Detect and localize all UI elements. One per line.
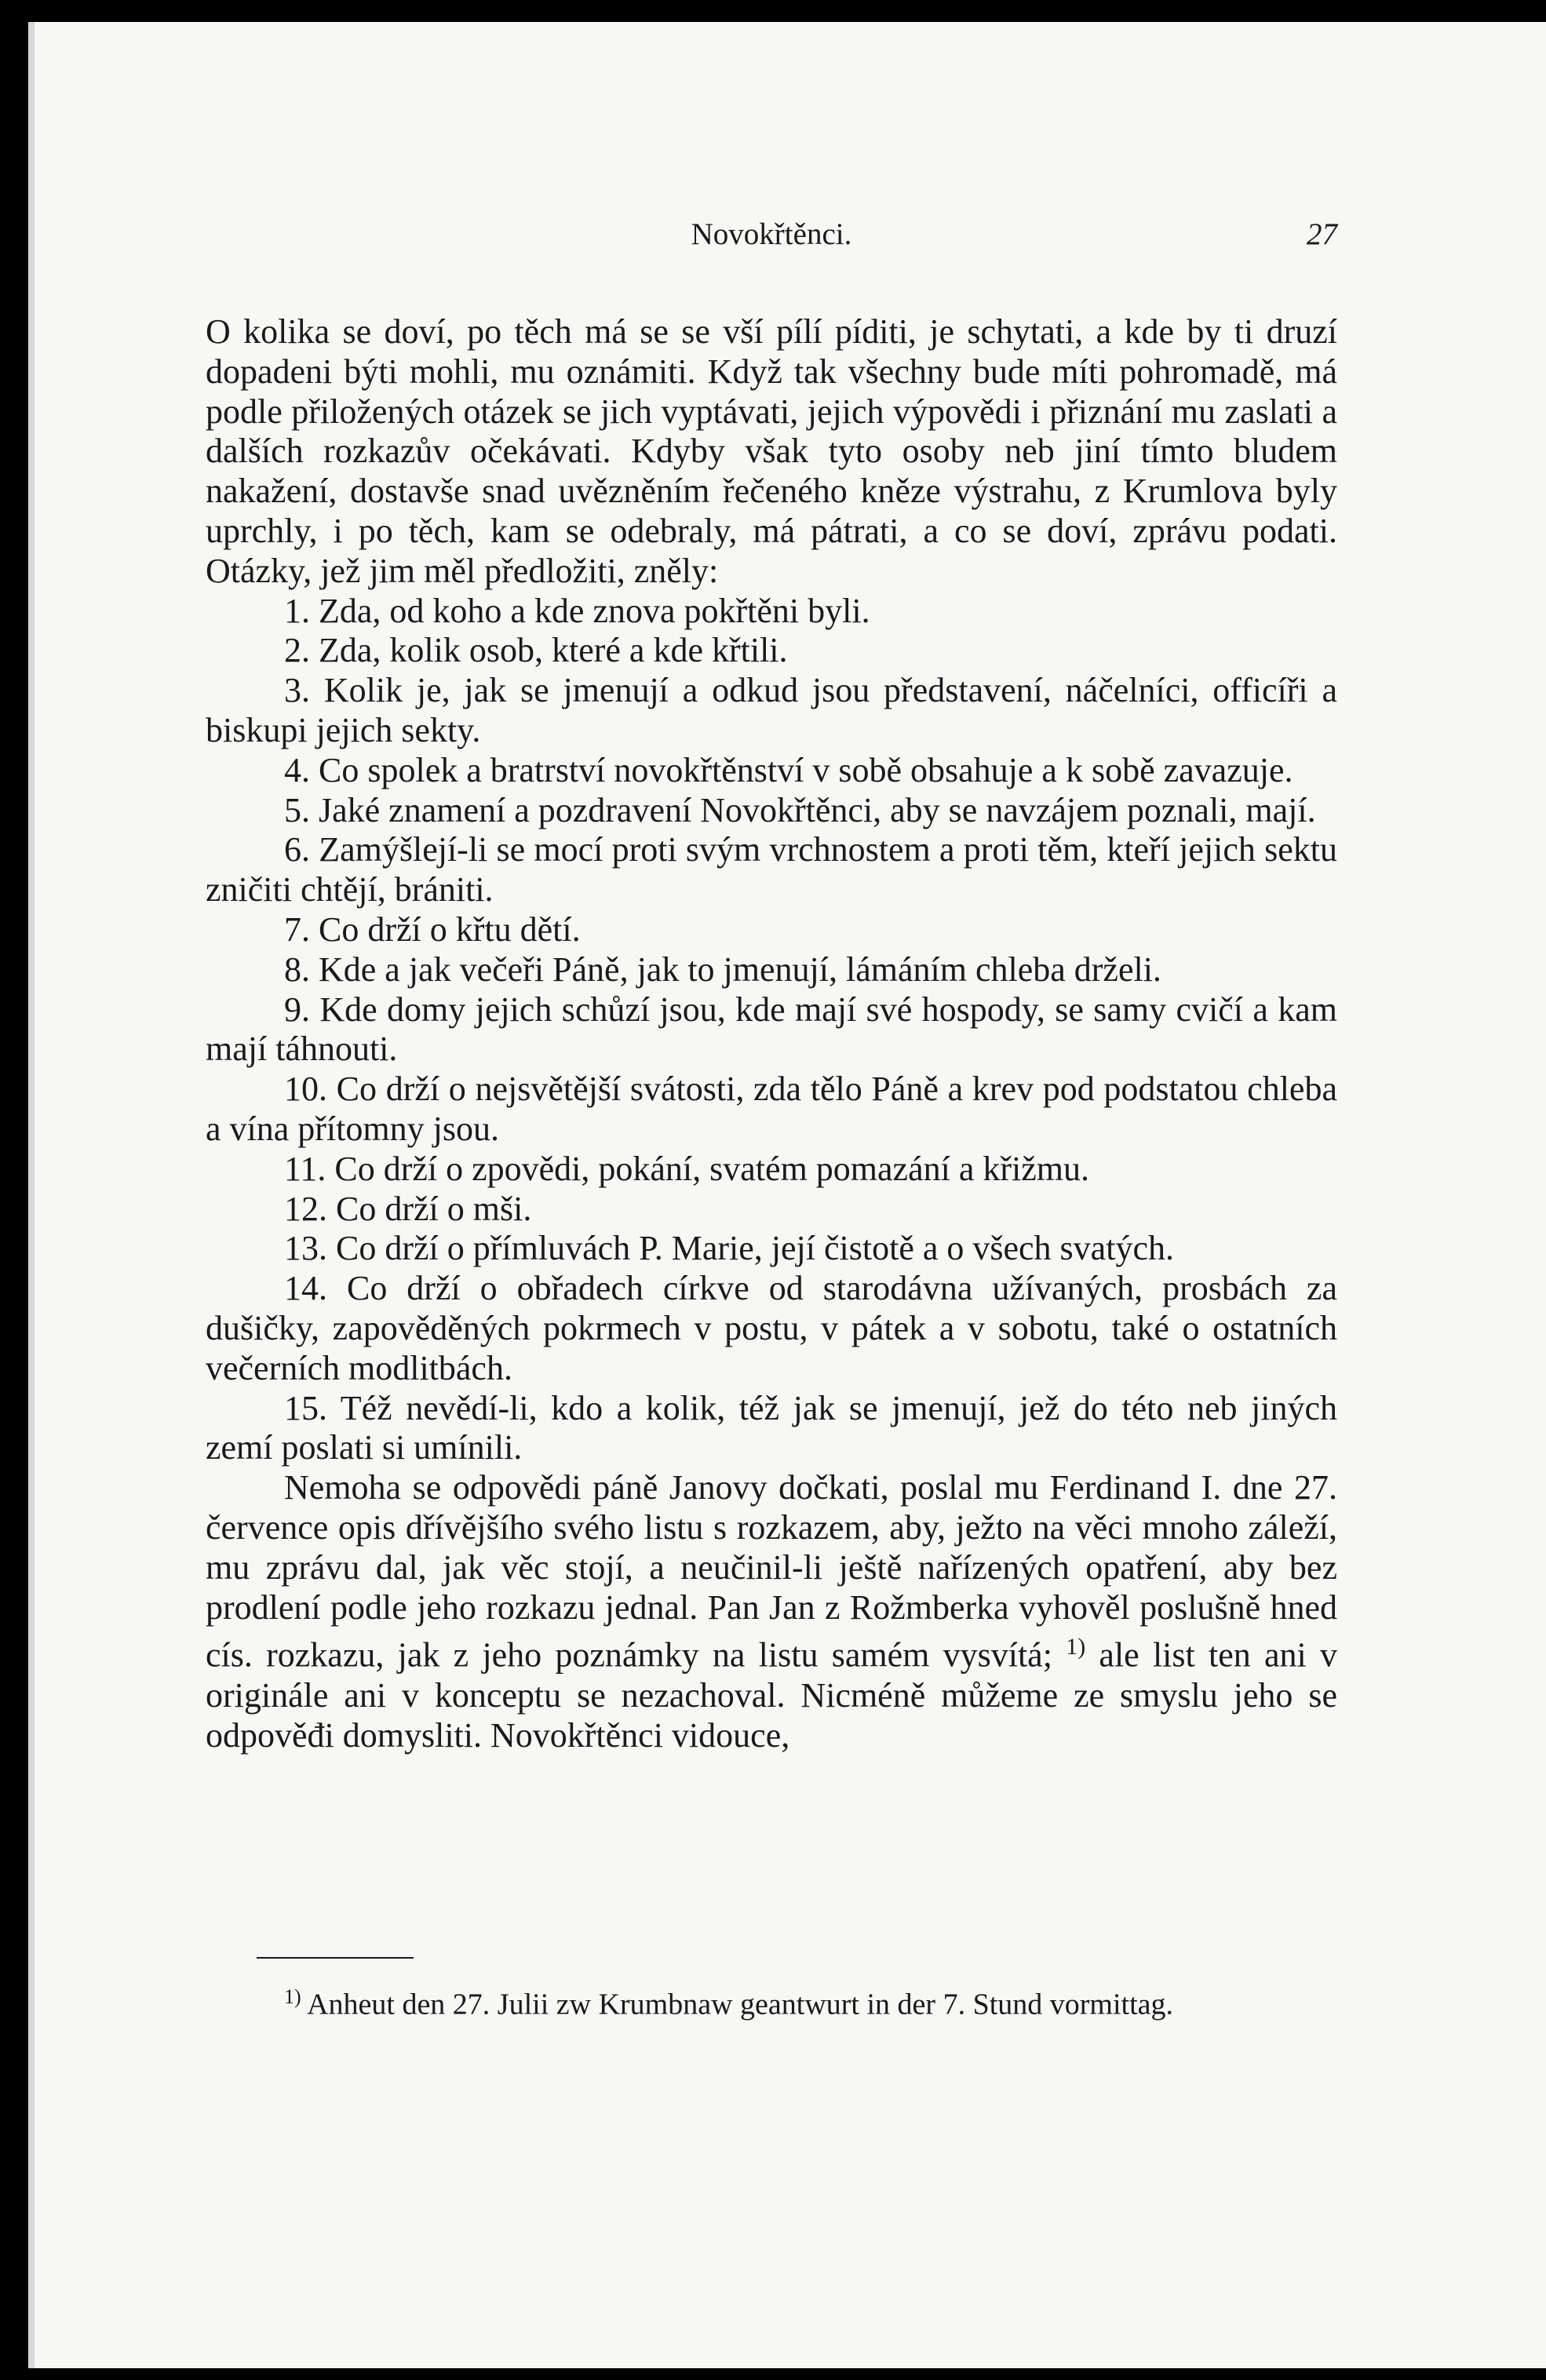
page-number: 27 (1307, 217, 1337, 251)
question-5: 5. Jaké znamení a pozdravení Novokřtěnci, aby se navzájem poznali, mají. (284, 790, 1316, 829)
question-2: 2. Zda, kolik osob, které a kde křtili. (284, 631, 788, 670)
question-3: 3. Kolik je, jak se jmenují a odkud jsou představení, náčelníci, officíři a biskupi jejich sekty. (206, 671, 1337, 749)
footnote (206, 1979, 1337, 2023)
question-10: 10. Co drží o nejsvětější svátosti, zda tělo Páně a krev pod podstatou chleba a vína přítomny jsou. (206, 1070, 1337, 1148)
footnote-rule (257, 1957, 414, 1959)
footnote-text: Anheut den 27. Julii zw Krumbnaw geantwurt in der 7. Stund vormittag. (301, 1988, 1174, 2021)
footnote-marker: 1) (284, 1985, 301, 2008)
question-14: 14. Co drží o obřadech církve od starodávna užívaných, prosbách za dušičky, zapověděných pokrmech v postu, v pátek a v sobotu, také o ostatních večerních modlitbách. (206, 1269, 1337, 1387)
question-11: 11. Co drží o zpovědi, pokání, svatém pomazání a křižmu. (284, 1149, 1089, 1188)
book-page (28, 22, 1546, 2368)
paragraph-closing (206, 1468, 1337, 1755)
paragraph-closing-tail: ale list ten ani v originále ani v konceptu se nezachoval. Nicméně můžeme ze smyslu jeho se odpověđi domysliti. Novokřtěnci vidouce, (206, 1635, 1337, 1755)
question-13: 13. Co drží o přímluvách P. Marie, její čistotě a o všech svatých. (284, 1229, 1174, 1268)
paragraph-closing-head: Nemoha se odpovědi páně Janovy dočkati, poslal mu Ferdinand I. dne 27. července opis dřívějšího svého listu s rozkazem, aby, ježto na věci mnoho záleží, mu zprávu dal, jak věc stojí, a neučinil-li ještě nařízených opatření, aby bez prodlení podle jeho rozkazu jednal. Pan Jan z Rožmberka vyhověl poslušně hned cís. rozkazu, jak z jeho poznámky na listu samém vysvítá; (206, 1468, 1337, 1675)
question-8: 8. Kde a jak večeři Páně, jak to jmenují, lámáním chleba drželi. (284, 949, 1161, 989)
page-header (206, 217, 1337, 256)
question-4: 4. Co spolek a bratrství novokřtěnství v sobě obsahuje a k sobě zavazuje. (284, 750, 1293, 789)
paragraph-intro: O kolika se doví, po těch má se se vší pílí píditi, je schytati, a kde by ti druzí dopadeni býti mohli, mu oznámiti. Když tak všechny bude míti pohromadě, má podle přiložených otázek se jich vyptávati, jejich výpovědi i přiznání mu zaslati a dalších rozkazův očekávati. Kdyby však tyto osoby neb jiní tímto bludem nakažení, dostavše snad uvězněním řečeného kněze výstrahu, z Krumlova byly uprchly, i po těch, kam se odebraly, má pátrati, a co se doví, zprávu podati. Otázky, jež jim měl předložiti, zněly: (206, 312, 1337, 590)
footnote-reference: 1) (1066, 1634, 1086, 1660)
body-text (206, 312, 1337, 1755)
question-15: 15. Též nevědí-li, kdo a kolik, též jak se jmenují, jež do této neb jiných zemí poslati si umínili. (206, 1388, 1337, 1467)
running-head: Novokřtěnci. (691, 217, 852, 251)
question-6: 6. Zamýšlejí-li se mocí proti svým vrchnostem a proti těm, kteří jejich sektu zničiti chtějí, brániti. (206, 830, 1337, 909)
question-1: 1. Zda, od koho a kde znova pokřtěni byli. (284, 591, 870, 630)
question-12: 12. Co drží o mši. (284, 1189, 532, 1228)
question-7: 7. Co drží o křtu dětí. (284, 909, 581, 949)
question-9: 9. Kde domy jejich schůzí jsou, kde mají své hospody, se samy cvičí a kam mají táhnouti. (206, 990, 1337, 1069)
